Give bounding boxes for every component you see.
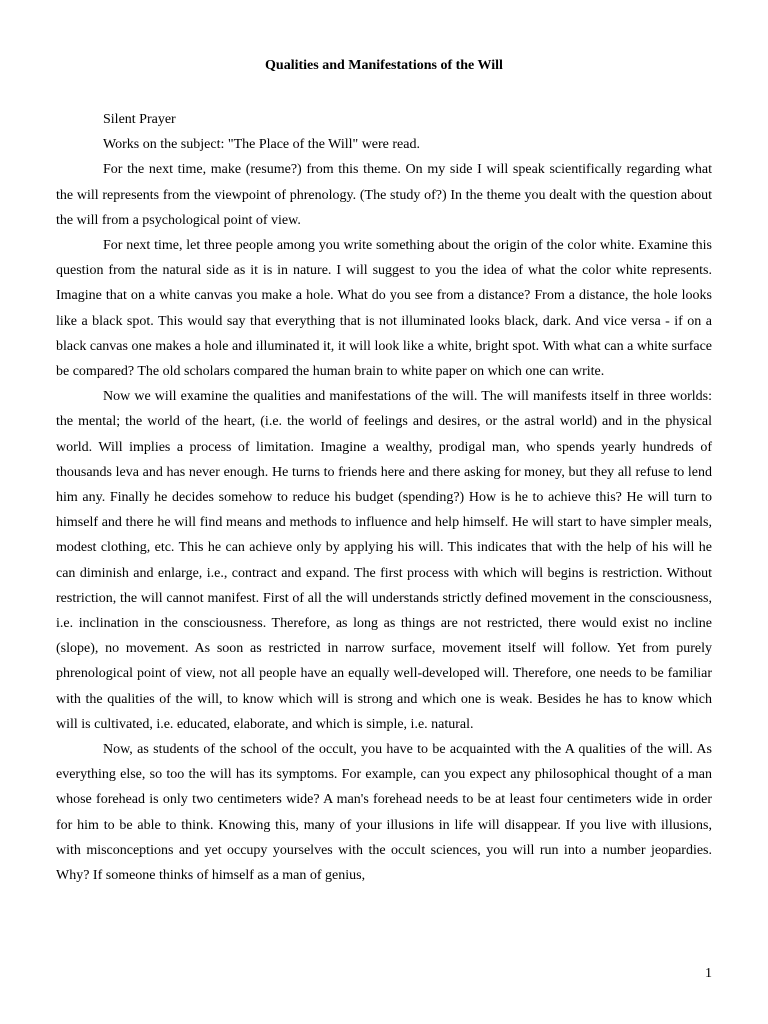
paragraph-qualities-will: Now we will examine the qualities and manifestations of the will. The will manifests itself in three worlds: the mental; the world of the heart, (i.e. the world of feelings and desires, or the astral world) and in the physical world. Will implies a process of limitation. Imagine a wealthy, prodigal man, who spends yearly hundreds of thousands leva and has never enough. He turns to friends here and there asking for money, but they all refuse to lend him any. Finally he decides somehow to reduce his budget (spending?) How is he to achieve this? He will turn to himself and there he will find means and methods to influence and help himself. He will start to have simpler meals, modest clothing, etc. This he can achieve only by applying his will. This indicates that with the help of his will he can diminish and enlarge, i.e., contract and expand. The first process with which will begins is restriction. Without restriction, the will cannot manifest. First of all the will understands strictly defined movement in the consciousness, i.e. inclination in the consciousness. Therefore, as long as things are not restricted, there would exist no incline (slope), no movement. As soon as restricted in narrow surface, movement itself will follow. Yet from purely phrenological point of view, not all people have an equally well-developed will. Therefore, one needs to be familiar with the qualities of the will, to know which will is strong and which one is weak. Besides he has to know which will is cultivated, i.e. educated, elaborate, and which is simple, i.e. natural. — [56, 389, 712, 732]
paragraph-color-white: For next time, let three people among you write something about the origin of the color white. Examine this question from the natural side as it is in nature. I will suggest to you the idea of what the color white represents. Imagine that on a white canvas you make a hole. What do you see from a distance? From a distance, the hole looks like a black spot. This would say that everything that is not illuminated looks black, dark. And vice versa - if on a black canvas one makes a hole and illuminated it, it will look like a white, bright spot. With what can a white surface be compared? The old scholars compared the human brain to white paper on which one can write. — [56, 238, 712, 380]
paragraph-works-read: Works on the subject: "The Place of the Will" were read. — [103, 137, 420, 153]
document-body — [56, 107, 712, 888]
paragraph-next-time: For the next time, make (resume?) from this theme. On my side I will speak scientifically regarding what the will represents from the viewpoint of phrenology. (The study of?) In the theme you dealt with the question about the will from a psychological point of view. — [56, 162, 712, 228]
page-number: 1 — [705, 966, 712, 981]
paragraph-occult-students: Now, as students of the school of the occult, you have to be acquainted with the A qualities of the will. As everything else, so too the will has its symptoms. For example, can you expect any philosophical thought of a man whose forehead is only two centimeters wide? A man's forehead needs to be at least four centimeters wide in order for him to be able to think. Knowing this, many of your illusions in life will disappear. If you live with illusions, with misconceptions and yet occupy yourselves with the occult sciences, you will run into a number jeopardies. Why? If someone thinks of himself as a man of genius, — [56, 742, 712, 884]
document-title: Qualities and Manifestations of the Will — [265, 58, 503, 73]
paragraph-silent-prayer: Silent Prayer — [103, 112, 176, 127]
